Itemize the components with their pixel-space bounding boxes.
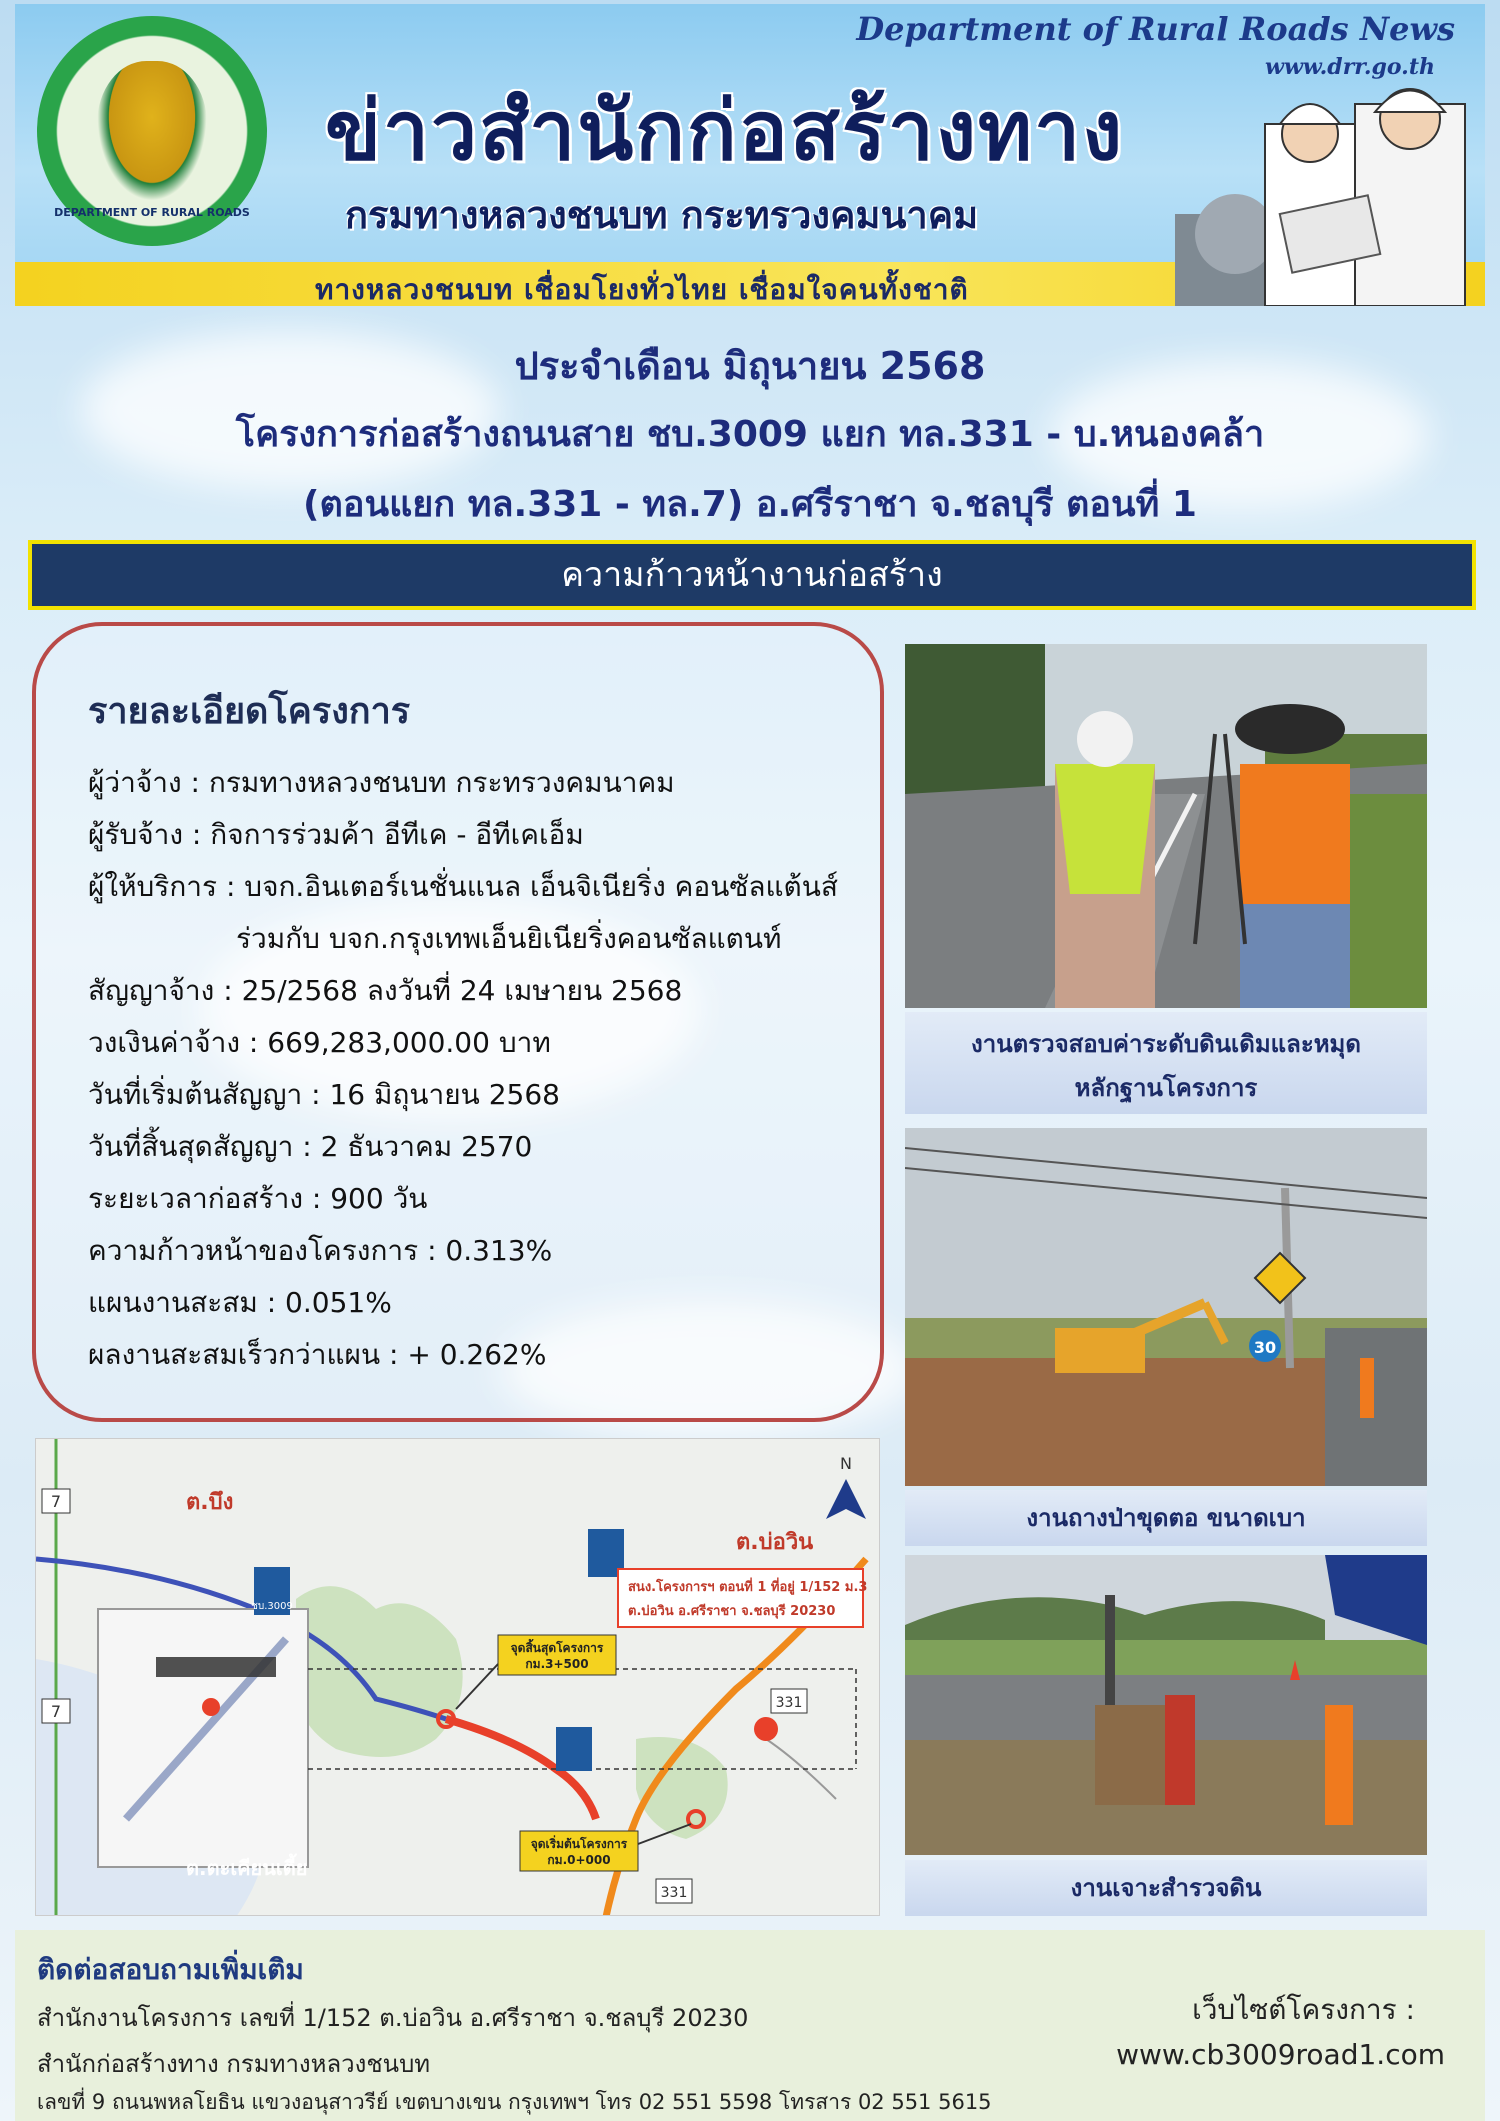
footer-website-label: เว็บไซต์โครงการ : [1192, 1993, 1415, 2026]
banner-slogan: ทางหลวงชนบท เชื่อมโยงทั่วไทย เชื่อมใจคนทั้งชาติ [315, 273, 969, 306]
detail-end-date: วันที่สิ้นสุดสัญญา : 2 ธันวาคม 2570 [88, 1130, 533, 1163]
caption-line: งานตรวจสอบค่าระดับดินเดิมและหมุด [971, 1030, 1361, 1058]
map-label-bowin: ต.บ่อวิน [736, 1530, 814, 1555]
detail-budget: วงเงินค่าจ้าง : 669,283,000.00 บาท [88, 1026, 551, 1059]
office-location-line2: ต.บ่อวิน อ.ศรีราชา จ.ชลบุรี 20230 [628, 1604, 836, 1619]
end-point-label: จุดสิ้นสุดโครงการ [510, 1641, 604, 1655]
footer-heading: ติดต่อสอบถามเพิ่มเติม [37, 1953, 304, 1986]
detail-consultant: ผู้ให้บริการ : บจก.อินเตอร์เนชั่นแนล เอ็นจิเนียริ่ง คอนซัลแต้นส์ [88, 870, 838, 903]
north-label: N [840, 1454, 852, 1473]
detail-employer: ผู้ว่าจ้าง : กรมทางหลวงชนบท กระทรวงคมนาคม [88, 766, 675, 799]
detail-duration: ระยะเวลาก่อสร้าง : 900 วัน [88, 1182, 428, 1215]
project-location-map [35, 1438, 880, 1916]
project-title-line2: (ตอนแยก ทล.331 - ทล.7) อ.ศรีราชา จ.ชลบุรี ตอนที่ 1 [303, 484, 1197, 525]
contact-footer [15, 1930, 1485, 2121]
footer-bureau: สำนักก่อสร้างทาง กรมทางหลวงชนบท [37, 2050, 431, 2078]
banner-url: www.drr.go.th [1265, 54, 1435, 80]
caption-level-survey [905, 1012, 1427, 1114]
month-title: ประจำเดือน มิถุนายน 2568 [514, 344, 986, 388]
deity-emblem-icon [97, 61, 207, 201]
route331-shield-top: 331 [775, 1695, 803, 1711]
photo-level-survey [905, 644, 1427, 1008]
map-label-tadiang: ต.ตะเคียนเตี้ย [186, 1856, 308, 1880]
route331-shield-bottom: 331 [660, 1885, 688, 1901]
header-banner [15, 4, 1485, 306]
banner-title: ข่าวสำนักก่อสร้างทาง [325, 84, 1125, 179]
photo-clearing-grubbing [905, 1128, 1427, 1486]
speed-sign-text: 30 [1253, 1338, 1277, 1357]
detail-contract: สัญญาจ้าง : 25/2568 ลงวันที่ 24 เมษายน 2568 [88, 974, 683, 1007]
project-details-box [32, 622, 884, 1422]
footer-website-link[interactable]: www.cb3009road1.com [1116, 2038, 1445, 2071]
detail-progress: ความก้าวหน้าของโครงการ : 0.313% [88, 1234, 553, 1267]
seal-text: DEPARTMENT OF RURAL ROADS [54, 206, 250, 219]
route3009-badge: ชบ.3009 [251, 1601, 293, 1612]
engineers-illustration [1175, 84, 1475, 306]
map-label-bueng: ต.บึง [186, 1490, 234, 1515]
banner-english-title: Department of Rural Roads News [856, 10, 1455, 48]
photo-soil-drilling [905, 1555, 1427, 1855]
start-point-label: จุดเริ่มต้นโครงการ [530, 1837, 628, 1851]
caption-soil-drilling: งานเจาะสำรวจดิน [905, 1860, 1427, 1916]
route7-shield-bottom: 7 [50, 1702, 62, 1721]
footer-bureau-address: เลขที่ 9 ถนนพหลโยธิน แขวงอนุสาวรีย์ เขตบางเขน กรุงเทพฯ โทร 02 551 5598 โทรสาร 02 551 5615 [37, 2090, 992, 2114]
route7-shield-top: 7 [50, 1492, 62, 1511]
detail-ahead-of-plan: ผลงานสะสมเร็วกว่าแผน : + 0.262% [88, 1338, 547, 1371]
detail-plan: แผนงานสะสม : 0.051% [88, 1286, 392, 1319]
detail-consultant-partner: ร่วมกับ บจก.กรุงเทพเอ็นยิเนียริ่งคอนซัลแตนท์ [236, 922, 782, 955]
footer-office-address: สำนักงานโครงการ เลขที่ 1/152 ต.บ่อวิน อ.ศรีราชา จ.ชลบุรี 20230 [37, 2004, 749, 2032]
banner-subtitle: กรมทางหลวงชนบท กระทรวงคมนาคม [345, 193, 979, 237]
caption-line: หลักฐานโครงการ [1074, 1074, 1258, 1102]
details-heading: รายละเอียดโครงการ [88, 691, 411, 732]
detail-start-date: วันที่เริ่มต้นสัญญา : 16 มิถุนายน 2568 [88, 1078, 560, 1111]
start-point-km: กม.0+000 [547, 1853, 611, 1867]
office-location-line1: สนง.โครงการฯ ตอนที่ 1 ที่อยู่ 1/152 ม.3 [628, 1580, 868, 1595]
end-point-km: กม.3+500 [525, 1657, 589, 1671]
detail-contractor: ผู้รับจ้าง : กิจการร่วมค้า อีทีเค - อีทีเคเอ็ม [88, 818, 584, 851]
caption-clearing-grubbing: งานถางป่าขุดตอ ขนาดเบา [905, 1490, 1427, 1546]
project-title-line1: โครงการก่อสร้างถนนสาย ชบ.3009 แยก ทล.331 - บ.หนองคล้า [235, 414, 1265, 455]
section-bar-construction-progress: ความก้าวหน้างานก่อสร้าง [28, 540, 1476, 610]
drr-seal-logo [37, 16, 267, 246]
